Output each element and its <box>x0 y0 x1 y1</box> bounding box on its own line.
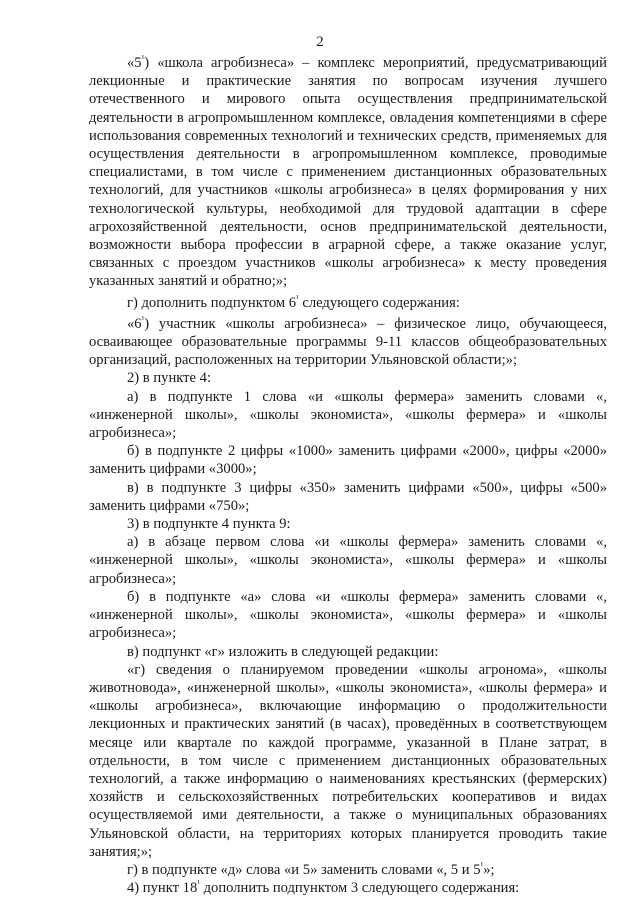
paragraph: а) в подпункте 1 слова «и «школы фермера» заменить словами «, «инженерной школы», «школы экономиста», «школы фермера» и «школы агробизнеса»; <box>89 388 607 442</box>
paragraph: «$6^{^1}$) участник «школы агробизнеса» – физическое лицо, обучающееся, осваивающее образовательные программы 9-11 классов общеобразовательных организаций, расположенных на территории Ульяновской области;»; <box>89 313 607 369</box>
paragraph: 3) в подпункте 4 пункта 9: <box>127 516 291 533</box>
page-number: 2 <box>316 34 324 50</box>
paragraph: 2) в пункте 4: <box>127 370 212 387</box>
paragraph: а) в абзаце первом слова «и «школы фермера» заменить словами «, «инженерной школы», «школы экономиста», «школы фермера» и «школы агробизнеса»; <box>89 534 607 587</box>
paragraph: б) в подпункте «а» слова «и «школы фермера» заменить словами «, «инженерной школы», «школы экономиста», «школы фермера» и «школы агробизнеса»; <box>89 588 607 642</box>
paragraph: в) подпункт «г» изложить в следующей редакции: <box>127 643 439 660</box>
paragraph: в) в подпункте 3 цифры «350» заменить цифрами «500», цифры «500» заменить цифрами «750»; <box>89 479 607 514</box>
document-body <box>89 54 607 897</box>
paragraph: г) в подпункте «д» слова «и 5» заменить словами «, 5 и $5^{^1}$»; <box>127 859 495 878</box>
paragraph: г) дополнить подпунктом $6^{^1}$ следующего содержания: <box>127 292 460 311</box>
paragraph: «$5^{^1}$) «школа агробизнеса» – комплекс мероприятий, предусматривающий лекционные и практические занятия по вопросам изучения лучшего отечественного и мирового опыта осуществления предпринимательской деятельности в агропромышленном комплексе, овладения компетенциями в сфере использования современных технологий и технических средств, применяемых для осуществления деятельности в агропромышленном комплексе, проводимые специалистами, в том числе с применением дистанционных образовательных технологий, для участников «школы агробизнеса» в целях формирования у них технологической культуры, необходимой для трудовой адаптации в сфере агрохозяйственной деятельности, основ предпринимательской деятельности, возможности выбора профессии в аграрной сфере, а также оказание услуг, связанных с проездом участников «школы агробизнеса» к месту проведения указанных занятий и обратно;»; <box>89 53 607 290</box>
paragraph: «г) сведения о планируемом проведении «школы агронома», «школы животновода», «инженерной школы», «школы экономиста», «школы фермера» и «школы агробизнеса», включающие информацию о продолжительности лекционных и практических занятий (в часах), проведённых в соответствующем месяце или квартале по каждой программе, указанной в Плане затрат, в отдельности, в том числе с применением дистанционных образовательных технологий, а также информацию о наименованиях крестьянских (фермерских) хозяйств и сельскохозяйственных потребительских кооперативов и видах осуществляемой ими деятельности, а также о муниципальных образованиях Ульяновской области, на территориях которых планируется проводить такие занятия;»; <box>89 661 607 860</box>
paragraph: б) в подпункте 2 цифры «1000» заменить цифрами «2000», цифры «2000» заменить цифрами «3000»; <box>89 443 607 478</box>
paragraph: 4) пункт $18^{^1}$ дополнить подпунктом 3 следующего содержания: <box>127 878 520 897</box>
